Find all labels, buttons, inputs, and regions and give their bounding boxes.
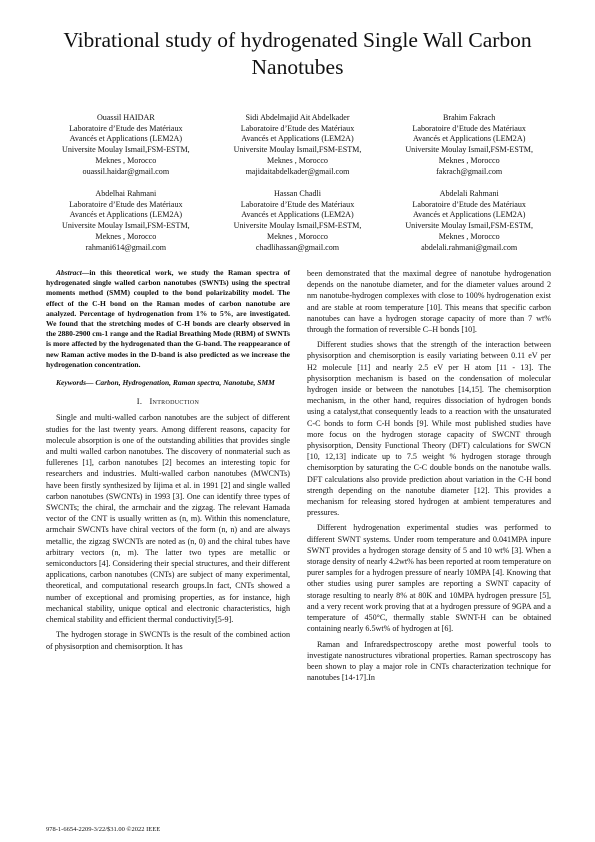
author-affiliation-line: Avancés et Applications (LEM2A) bbox=[69, 210, 183, 220]
body-paragraph: Different hydrogenation experimental studies was performed to different SWNT systems. Under room temperature and 0.041MPA inpure SWNT provides a hydrogen storage density of 5 and 10 wt% [3]. When a storage density of nearly 4.2wt% has been reported at room temperature on purer samples for a hydrogen pressure of nearly 10MPA [4]. Knowing that other studies using purer samples are reporting a SWNT capacity of storage resulting to nearly 8% at 80K and 10MPA hydrogen pressure [5], and a very recent work proving that at a hydrogen pressure of 9GPA and a temperature of 450°C, thermally stable SWNT-H can be obtained containing nearly 6.5wt% of hydrogen at [6]. bbox=[307, 523, 551, 634]
body-paragraph: The hydrogen storage in SWCNTs is the result of the combined action of physisorption and chemisorption. It has bbox=[46, 630, 290, 651]
author-email: fakrach@gmail.com bbox=[436, 166, 503, 176]
author-affiliation-line: Universite Moulay Ismail,FSM-ESTM, bbox=[233, 221, 362, 231]
author-name: Sidi Abdelmajid Ait Abdelkader bbox=[245, 113, 350, 122]
abstract-label: Abstract bbox=[56, 268, 82, 277]
author-affiliation-line: Avancés et Applications (LEM2A) bbox=[241, 134, 354, 144]
abstract-text: —in this theoretical work, we study the Raman spectra of hydrogenated single walled carbon nanotubes (SWNTs) using the spectral moments method (SMM) coupled to the bond polarizability model. The effect of the C-H bond on the Raman modes of carbon nanotube are analyzed. Percentage of hydrogenation from 1% to 5%, are investigated. We found that the stretching modes of C-H bonds are clearly observed in the 2880-2900 cm-1 range and the Radial Breathing Mode (RBM) of SWNTs is more affected by the hydrogenated than the G-band. The reappearance of new Raman active modes in the D-band is also predicted as we increase the hydrogenation concentration. bbox=[46, 268, 290, 369]
author-affiliation-line: Avancés et Applications (LEM2A) bbox=[412, 210, 526, 220]
author-name: Brahim Fakrach bbox=[442, 113, 496, 122]
authors-row-1 bbox=[40, 113, 555, 177]
author-affiliation-line: Universite Moulay Ismail,FSM-ESTM, bbox=[233, 145, 362, 155]
author-email: ouassil.haidar@gmail.com bbox=[82, 166, 170, 176]
author-affiliation-line: Meknes , Morocco bbox=[95, 231, 157, 241]
section-heading bbox=[46, 396, 290, 407]
author-affiliation-line: Laboratoire d’Etude des Matériaux bbox=[412, 123, 526, 133]
author-block bbox=[383, 189, 555, 253]
body-paragraph: Different studies shows that the strength of the interaction between physisorption and chemisorption is easily variating between 0.11 eV per H2 molecule [11] and nearly 2.5 eV per H atom [11 - 13]. The physisorption mechanism is based on the condensation of molecular hydrogen inside or between the nanotubes [14,15]. The chemisorption mechanism, in the other hand, requires dissociation of hydrogen bonds using a catalyst,that consequently leads to a reaction with the unsaturated C-C bonds to form C-H bonds [9]. While most published studies have more focus on the hydrogen storage capacity of SWCNT through physisorption, Density Functional Theory (DFT) calculations for SWCN [10, 12,13] indicate up to 7.5 weight % hydrogen storage through chemisorption by saturating the C-C double bonds on the nanotube walls. DFT calculations also provide prediction about variation in the C-H bond strength depending on the nanotube diameter [12]. This provides a mechanism for releasing stored hydrogen at ambient temperatures and pressures. bbox=[307, 340, 551, 518]
right-column bbox=[307, 268, 551, 687]
author-affiliation-line: Laboratoire d’Etude des Matériaux bbox=[240, 123, 355, 133]
author-block bbox=[212, 113, 384, 177]
section-title: Introduction bbox=[149, 397, 200, 407]
keywords-text: Carbon, Hydrogenation, Raman spectra, Nanotube, SMM bbox=[93, 378, 275, 388]
author-affiliation-line: Avancés et Applications (LEM2A) bbox=[241, 210, 354, 220]
author-block bbox=[212, 189, 384, 253]
author-affiliation-line: Avancés et Applications (LEM2A) bbox=[69, 134, 183, 144]
keywords-label: Keywords— bbox=[56, 378, 94, 388]
author-affiliation-line: Meknes , Morocco bbox=[267, 231, 328, 241]
author-affiliation-line: Universite Moulay Ismail,FSM-ESTM, bbox=[405, 145, 534, 155]
author-affiliation-line: Avancés et Applications (LEM2A) bbox=[412, 134, 526, 144]
author-email: majidaitabdelkader@gmail.com bbox=[245, 166, 350, 176]
author-affiliation-line: Laboratoire d’Etude des Matériaux bbox=[240, 199, 355, 209]
author-block bbox=[40, 113, 212, 177]
author-email: chadlihassan@gmail.com bbox=[255, 242, 340, 252]
body-paragraph: Single and multi-walled carbon nanotubes are the subject of different studies for the last twenty years. Among different reasons, capacity for molecule absorption is one of the outstanding abilities that provides single and multi walled carbon nanotubes. The discovery of nonmaterial such as fullerenes [1], carbon nanotubes [2] becomes an interesting topic for researchers and industries. Multi-walled carbon nanotubes (MWCNTs) have been firstly synthesized by Iijima et al. in 1991 [2] and single walled carbon nanotubes (SWCNTs) in 1993 [3]. One can identify three types of SWCNTs; the chiral, the armchair and the zigzag. The relevant Hamada vector of the CNT is usually written as (n, m). Within this nomenclature, armchair SWCNTs have chiral vectors of the form (n, n) and are always metallic, the zigzag SWCNTs are noted as (n, 0) and the chiral tubes have arbitrary vectors (n, m). The latter two types are metallic or semiconductors [4]. Considering their special structures, and their different applications, carbon nanotubes (CNTs) are subject of many experimental, theoretical, and computational research groups.In fact, CNTs showed a number of exceptional and promising properties, as for instance, high mechanical stability, unique optical and electronic characteristics, high chemical stability and efficient thermal conductivity[5-9]. bbox=[46, 413, 290, 625]
body-paragraph: been demonstrated that the maximal degree of nanotube hydrogenation depends on the nanotube diameter, and for the diameter values around 2 nm nanotube-hydrogen complexes with close to 100% hydrogenation exist and are stable at room temperature [10]. This means that specific carbon nanotubes can have a hydrogen storage capacity of more than 7 wt% through the formation of reversible C–H bonds [10]. bbox=[307, 269, 551, 335]
author-email: rahmani614@gmail.com bbox=[85, 242, 167, 252]
author-name: Hassan Chadli bbox=[274, 189, 321, 198]
author-block bbox=[40, 189, 212, 253]
body-paragraph: Raman and Infraredspectroscopy arethe most powerful tools to investigate nanostructures vibrational properties. Raman spectroscopy has been shown to play a major role in CNTs characterization technique for nanotubes [14-17].In bbox=[307, 639, 551, 683]
author-affiliation-line: Laboratoire d’Etude des Matériaux bbox=[69, 199, 183, 209]
author-email: abdelali.rahmani@gmail.com bbox=[421, 242, 518, 252]
author-name: Ouassil HAIDAR bbox=[96, 113, 155, 122]
author-affiliation-line: Laboratoire d’Etude des Matériaux bbox=[69, 123, 183, 133]
left-column bbox=[46, 268, 290, 656]
author-name: Abdelhai Rahmani bbox=[95, 189, 157, 198]
author-affiliation-line: Meknes , Morocco bbox=[95, 155, 157, 165]
author-affiliation-line: Universite Moulay Ismail,FSM-ESTM, bbox=[405, 221, 534, 231]
copyright-footer: 978-1-6654-2209-3/22/$31.00 ©2022 IEEE bbox=[46, 826, 161, 833]
paper-title: Vibrational study of hydrogenated Single Wall Carbon Nanotubes bbox=[63, 28, 532, 79]
author-block bbox=[383, 113, 555, 177]
section-number: I. bbox=[136, 397, 143, 407]
author-name: Abdelali Rahmani bbox=[439, 189, 499, 198]
author-affiliation-line: Laboratoire d’Etude des Matériaux bbox=[412, 199, 526, 209]
abstract bbox=[46, 268, 290, 370]
author-affiliation-line: Meknes , Morocco bbox=[438, 231, 500, 241]
author-affiliation-line: Meknes , Morocco bbox=[438, 155, 500, 165]
keywords bbox=[46, 378, 290, 388]
author-affiliation-line: Meknes , Morocco bbox=[267, 155, 328, 165]
author-affiliation-line: Universite Moulay Ismail,FSM-ESTM, bbox=[61, 221, 190, 231]
authors-row-2 bbox=[40, 189, 555, 253]
author-affiliation-line: Universite Moulay Ismail,FSM-ESTM, bbox=[61, 145, 190, 155]
